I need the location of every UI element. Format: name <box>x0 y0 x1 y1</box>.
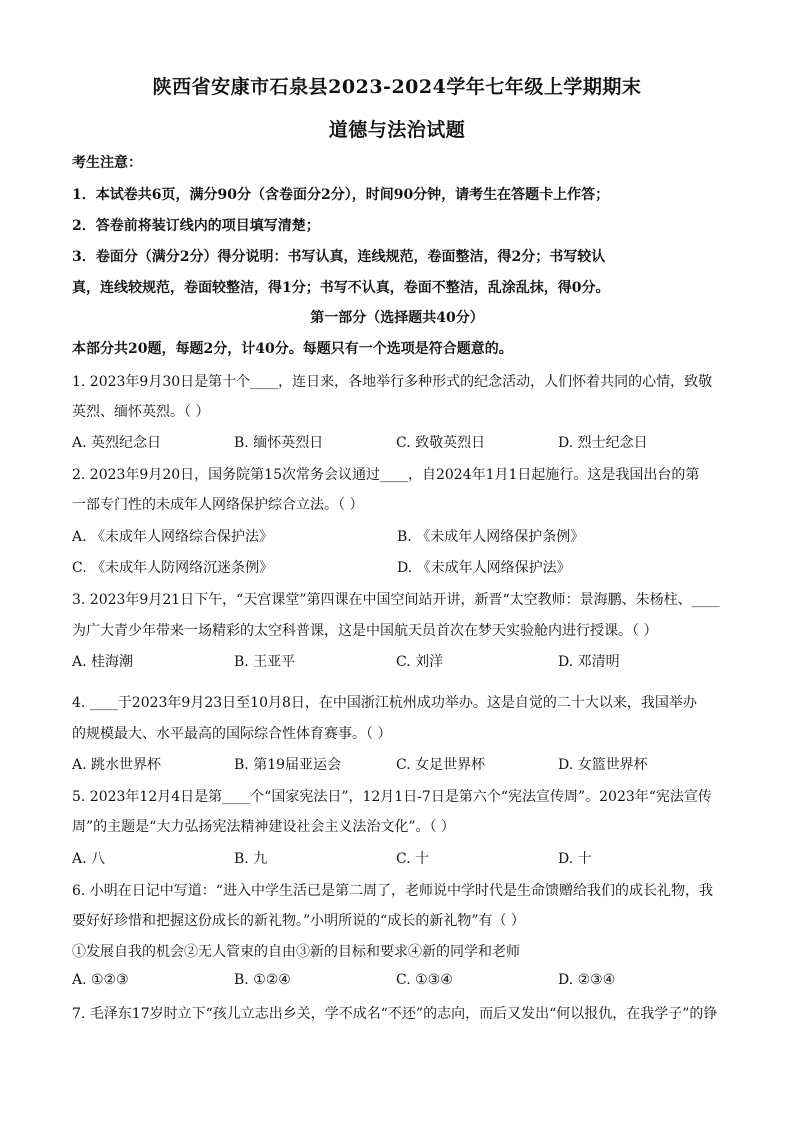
question-3-option-c: C. 刘洋 <box>396 654 444 670</box>
question-4-line-1: 4. ____于2023年9月23日至10月8日，在中国浙江杭州成功举办。这是自觉的二十大以来，我国举办 <box>72 695 697 711</box>
question-4-line-2: 的规模最大、水平最高的国际综合性体育赛事。（ ） <box>72 726 392 742</box>
question-1-options <box>72 432 722 452</box>
question-4-option-b: B. 第19届亚运会 <box>234 757 342 773</box>
notice-item-2: 2．答卷前将装订线内的项目填写清楚； <box>72 218 320 234</box>
question-6-line-2: 要好好珍惜和把握这份成长的新礼物。”小明所说的“成长的新礼物”有（ ） <box>72 913 525 929</box>
question-6-option-b: B. ①②④ <box>234 972 291 988</box>
question-1-option-c: C. 致敬英烈日 <box>396 435 486 451</box>
question-2-option-b: B. 《未成年人网络保护条例》 <box>397 529 585 545</box>
question-7-line-1: 7. 毛泽东17岁时立下“孩儿立志出乡关，学不成名“不还”的志向，而后又发出“何以报仇，在我学子”的铮 <box>72 1006 718 1022</box>
question-2-line-2: 一部专门性的未成年人网络保护综合立法。（ ） <box>72 497 364 513</box>
question-6-line-3: ①发展自我的机会②无人管束的自由③新的目标和要求④新的同学和老师 <box>72 944 520 960</box>
question-1-line-1: 1. 2023年9月30日是第十个____，连日来，各地举行多种形式的纪念活动，人们怀着共同的心情，致敬 <box>72 374 713 390</box>
question-3-options <box>72 651 722 671</box>
question-2-line-1: 2. 2023年9月20日，国务院第15次常务会议通过____，自2024年1月1日起施行。这是我国出台的第 <box>72 467 700 483</box>
question-1-option-d: D. 烈士纪念日 <box>558 435 648 451</box>
question-2-option-d: D. 《未成年人网络保护法》 <box>397 560 571 576</box>
question-6-option-d: D. ②③④ <box>558 972 616 988</box>
notice-item-3: 3．卷面分（满分2分）得分说明：书写认真，连线规范，卷面整洁，得2分；书写较认 <box>72 249 606 265</box>
question-4-option-a: A. 跳水世界杯 <box>72 757 162 773</box>
question-1-option-b: B. 缅怀英烈日 <box>234 435 324 451</box>
question-5-line-2: 周”的主题是“大力弘扬宪法精神建设社会主义法治文化”。（ ） <box>72 819 455 835</box>
exam-title-line1: 陕西省安康市石泉县2023-2024学年七年级上学期期末 <box>152 76 642 98</box>
question-3-line-2: 为广大青少年带来一场精彩的太空科普课，这是中国航天员首次在梦天实验舱内进行授课。（ ） <box>72 623 658 639</box>
question-4-options <box>72 754 722 774</box>
question-5-option-d: D. 十 <box>558 851 592 867</box>
notice-item-1: 1．本试卷共6页，满分90分（含卷面分2分），时间90分钟，请考生在答题卡上作答； <box>72 187 610 203</box>
exam-title-line2: 道德与法治试题 <box>328 119 466 141</box>
question-6-line-1: 6. 小明在日记中写道：“进入中学生活已是第二周了，老师说中学时代是生命馈赠给我们的成长礼物，我 <box>72 883 713 899</box>
question-5-option-a: A. 八 <box>72 851 106 867</box>
section-title: 第一部分（选择题共40分） <box>310 310 484 326</box>
notice-item-3-cont: 真，连线较规范，卷面较整洁，得1分；书写不认真，卷面不整洁，乱涂乱抹，得0分。 <box>72 280 610 296</box>
question-2-options-row-2 <box>72 557 722 577</box>
question-1-option-a: A. 英烈纪念日 <box>72 435 162 451</box>
question-3-option-d: D. 邓清明 <box>558 654 620 670</box>
question-4-option-d: D. 女篮世界杯 <box>558 757 648 773</box>
question-6-option-a: A. ①②③ <box>72 972 129 988</box>
question-5-option-b: B. 九 <box>234 851 268 867</box>
question-2-option-a: A. 《未成年人网络综合保护法》 <box>72 529 274 545</box>
question-3-option-a: A. 桂海潮 <box>72 654 134 670</box>
question-6-options <box>72 972 722 988</box>
question-3-option-b: B. 王亚平 <box>234 654 296 670</box>
question-2-options-row-1 <box>72 526 722 546</box>
question-5-options <box>72 848 722 868</box>
question-4-option-c: C. 女足世界杯 <box>396 757 486 773</box>
question-2-option-c: C. 《未成年人防网络沉迷条例》 <box>72 560 274 576</box>
notice-heading: 考生注意： <box>72 155 142 171</box>
question-3-line-1: 3. 2023年9月21日下午，“天宫课堂”第四课在中国空间站开讲，新晋“太空教师：景海鹏、朱杨柱、____ <box>72 592 720 608</box>
question-1-line-2: 英烈、缅怀英烈。（ ） <box>72 404 210 420</box>
question-5-option-c: C. 十 <box>396 851 430 867</box>
question-5-line-1: 5. 2023年12月4日是第____个“国家宪法日”，12月1日-7日是第六个“宪法宣传周”。2023年“宪法宣传 <box>72 789 712 805</box>
question-6-option-c: C. ①③④ <box>396 972 453 988</box>
section-instruction: 本部分共20题，每题2分，计40分。每题只有一个选项是符合题意的。 <box>72 341 513 357</box>
